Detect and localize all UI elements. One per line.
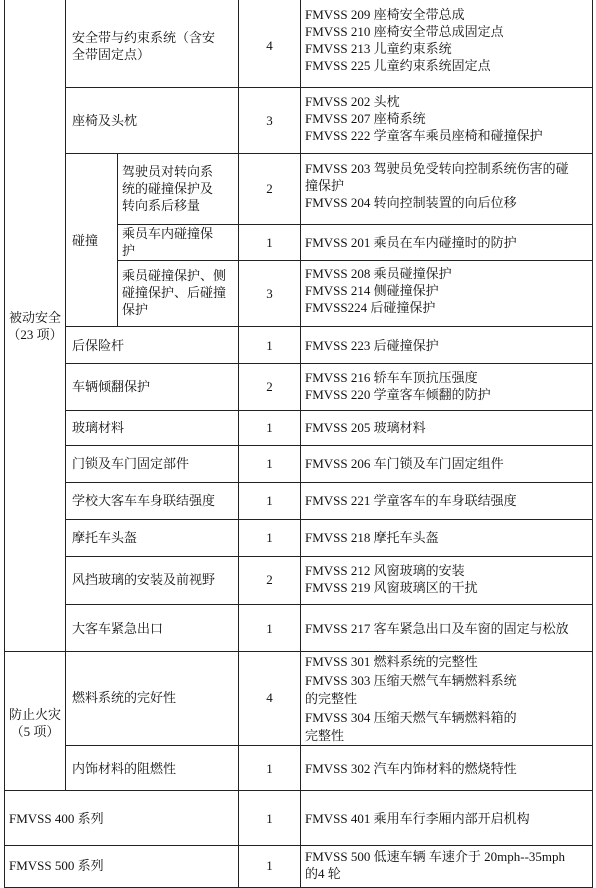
item-fuel-system: 燃料系统的完好性 xyxy=(72,690,177,705)
standards-glazing xyxy=(305,419,592,436)
count-cell: 3 xyxy=(266,113,273,128)
item-glazing: 玻璃材料 xyxy=(72,420,125,435)
item-interior-flammability: 内饰材料的阻燃性 xyxy=(72,761,177,776)
standard-line: FMVSS 213 儿童约束系统 xyxy=(305,41,452,56)
item-occupant-side-rear xyxy=(122,267,226,318)
standard-line: FMVSS224 后碰撞保护 xyxy=(305,300,436,315)
item-occupant-interior xyxy=(122,225,213,259)
standard-line: FMVSS 202 头枕 xyxy=(305,94,400,109)
standard-line: FMVSS 223 后碰撞保护 xyxy=(305,338,439,353)
count-cell: 2 xyxy=(266,181,273,196)
standard-line: FMVSS 304 压缩天燃气车辆燃料箱的 xyxy=(305,709,517,725)
item-line: 统的碰撞保护及 xyxy=(122,181,214,196)
item-seatbelt xyxy=(72,29,215,63)
count-cell: 1 xyxy=(266,420,273,435)
category-label: 被动安全 xyxy=(8,310,61,325)
standards-seatbelt xyxy=(305,6,592,74)
standards-fuel-system xyxy=(305,653,592,745)
standard-line: FMVSS 225 儿童约束系统固定点 xyxy=(305,58,491,73)
standards-occupant-side-rear xyxy=(305,265,592,316)
standards-steering xyxy=(305,160,592,211)
standard-line: FMVSS 303 压缩天燃气车辆燃料系统 xyxy=(305,672,517,688)
standards-bus-joint-strength xyxy=(305,492,592,509)
standard-line: FMVSS 222 学童客车乘员座椅和碰撞保护 xyxy=(305,128,543,143)
item-steering-protection xyxy=(122,163,213,214)
item-line: 转向系后移量 xyxy=(122,198,201,213)
category-count: （5 项） xyxy=(10,724,60,739)
item-windshield: 风挡玻璃的安装及前视野 xyxy=(72,572,216,587)
standards-occupant-interior xyxy=(305,234,592,251)
count-cell: 1 xyxy=(266,235,273,250)
standard-line: 撞保护 xyxy=(305,178,345,193)
standard-line: FMVSS 500 低速车辆 车速介于 20mph--35mph xyxy=(305,849,566,864)
count-cell: 4 xyxy=(266,38,273,53)
item-line: 乘员碰撞保护、侧 xyxy=(122,268,227,283)
standards-interior-flammability xyxy=(305,760,592,777)
standard-line: FMVSS 302 汽车内饰材料的燃烧特性 xyxy=(305,761,517,776)
standards-windshield xyxy=(305,562,592,596)
standards-emergency-exit xyxy=(305,620,592,637)
standard-line: 的完整性 xyxy=(305,691,358,706)
standard-line: 完整性 xyxy=(305,728,345,743)
category-fmvss-400: FMVSS 400 系列 xyxy=(9,811,104,826)
standards-seat xyxy=(305,93,592,144)
standard-line: FMVSS 210 座椅安全带总成固定点 xyxy=(305,24,504,39)
category-passive-safety xyxy=(5,309,65,343)
standards-400-series xyxy=(305,810,592,827)
standard-line: FMVSS 214 侧碰撞保护 xyxy=(305,283,439,298)
standard-line: FMVSS 212 风窗玻璃的安装 xyxy=(305,563,465,578)
item-crash-group: 碰撞 xyxy=(72,233,99,248)
item-emergency-exit: 大客车紧急出口 xyxy=(72,621,164,636)
standard-line: 的4 轮 xyxy=(305,866,341,881)
standard-line: FMVSS 218 摩托车头盔 xyxy=(305,530,439,545)
standard-line: FMVSS 208 乘员碰撞保护 xyxy=(305,266,452,281)
standard-line: FMVSS 209 座椅安全带总成 xyxy=(305,7,465,22)
category-fire-prevention xyxy=(5,706,65,740)
item-rollover: 车辆倾翻保护 xyxy=(72,379,151,394)
count-cell: 2 xyxy=(266,379,273,394)
count-cell: 1 xyxy=(266,456,273,471)
standard-line: FMVSS 219 风窗玻璃区的干扰 xyxy=(305,580,478,595)
item-motorcycle-helmet: 摩托车头盔 xyxy=(72,530,138,545)
item-line: 碰撞保护、后碰撞 xyxy=(122,285,227,300)
standard-line: FMVSS 217 客车紧急出口及车窗的固定与松放 xyxy=(305,621,569,636)
standard-line: FMVSS 220 学童客车倾翻的防护 xyxy=(305,387,491,402)
standard-line: FMVSS 205 玻璃材料 xyxy=(305,420,426,435)
category-count: （23 项） xyxy=(7,327,63,342)
item-bus-joint-strength: 学校大客车车身联结强度 xyxy=(72,493,216,508)
item-rear-bumper: 后保险杆 xyxy=(72,338,125,353)
item-line: 护 xyxy=(122,243,136,258)
standards-door-locks xyxy=(305,455,592,472)
category-label: 防止火灾 xyxy=(8,707,61,722)
item-line: 全带固定点） xyxy=(72,47,151,62)
count-cell: 3 xyxy=(266,286,273,301)
count-cell: 4 xyxy=(266,690,273,705)
count-cell: 2 xyxy=(266,572,273,587)
category-fmvss-500: FMVSS 500 系列 xyxy=(9,858,104,873)
standards-motorcycle-helmet xyxy=(305,529,592,546)
count-cell: 1 xyxy=(266,761,273,776)
count-cell: 1 xyxy=(266,811,273,826)
count-cell: 1 xyxy=(266,493,273,508)
standard-line: FMVSS 201 乘员在车内碰撞时的防护 xyxy=(305,235,517,250)
standard-line: FMVSS 206 车门锁及车门固定组件 xyxy=(305,456,504,471)
standard-line: FMVSS 401 乘用车行李厢内部开启机构 xyxy=(305,811,530,826)
standards-rear-bumper xyxy=(305,337,592,354)
standard-line: FMVSS 203 驾驶员免受转向控制系统伤害的碰 xyxy=(305,161,569,176)
standard-line: FMVSS 207 座椅系统 xyxy=(305,111,426,126)
item-seat: 座椅及头枕 xyxy=(72,113,138,128)
standard-line: FMVSS 216 轿车车顶抗压强度 xyxy=(305,370,478,385)
count-cell: 1 xyxy=(266,858,273,873)
standard-line: FMVSS 221 学童客车的车身联结强度 xyxy=(305,493,517,508)
standards-rollover xyxy=(305,369,592,403)
item-line: 保护 xyxy=(122,302,149,317)
count-cell: 1 xyxy=(266,338,273,353)
item-door-locks: 门锁及车门固定部件 xyxy=(72,456,190,471)
count-cell: 1 xyxy=(266,530,273,545)
standard-line: FMVSS 204 转向控制装置的向后位移 xyxy=(305,195,517,210)
item-line: 乘员车内碰撞保 xyxy=(122,226,214,241)
item-line: 驾驶员对转向系 xyxy=(122,164,214,179)
standard-line: FMVSS 301 燃料系统的完整性 xyxy=(305,654,478,669)
standards-500-series xyxy=(305,848,592,882)
count-cell: 1 xyxy=(266,621,273,636)
item-line: 安全带与约束系统（含安 xyxy=(72,30,216,45)
